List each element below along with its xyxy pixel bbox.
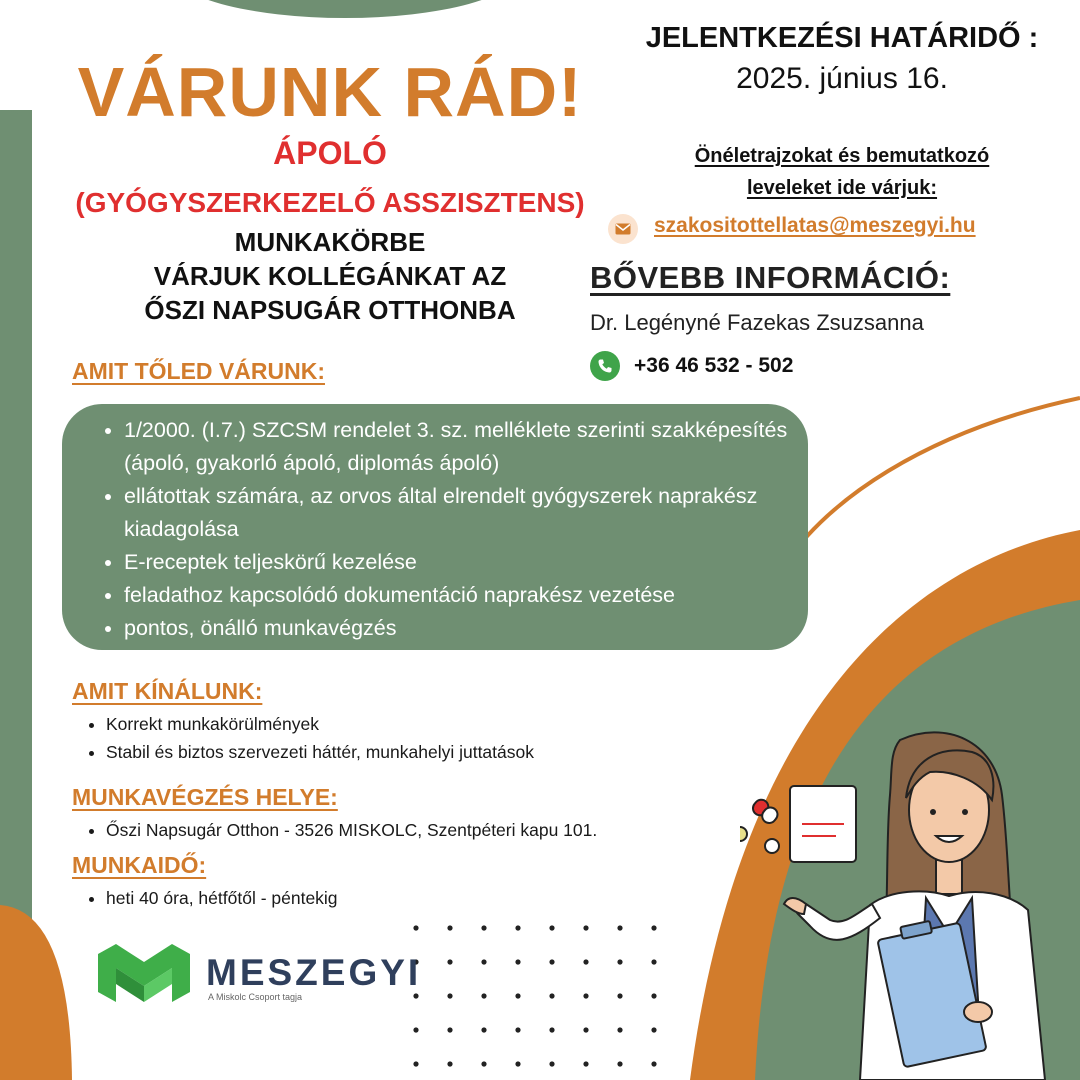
- role-line: VÁRJUK KOLLÉGÁNKAT AZ: [153, 260, 507, 291]
- list-item: • pontos, önálló munkavégzés: [124, 612, 824, 645]
- contact-name: Dr. Legényné Fazekas Zsuzsanna: [590, 310, 924, 335]
- list-item: • Stabil és biztos szervezeti háttér, munkahelyi juttatások: [106, 738, 766, 766]
- deadline-label: JELENTKEZÉSI HATÁRIDŐ :: [645, 22, 1039, 54]
- application-note-line: leveleket ide várjuk:: [746, 177, 938, 199]
- requirements-list: [94, 414, 824, 645]
- meszegyi-logo-icon: [98, 944, 190, 1002]
- brand-name: MESZEGYI: [206, 952, 422, 993]
- list-item: • 1/2000. (I.7.) SZCSM rendelet 3. sz. melléklete szerinti szakképesítés (ápoló, gyakorló ápoló, diplomás ápoló): [124, 414, 824, 480]
- offer-title: AMIT KÍNÁLUNK:: [72, 678, 263, 704]
- role-subtitle: (GYÓGYSZERKEZELŐ ASSZISZTENS): [75, 187, 585, 218]
- hours-title: MUNKAIDŐ:: [72, 852, 207, 878]
- phone-icon: [590, 351, 620, 381]
- role-line: MUNKAKÖRBE: [234, 227, 426, 257]
- list-item: • heti 40 óra, hétfőtől - péntekig: [106, 884, 766, 912]
- headline: VÁRUNK RÁD!: [77, 53, 583, 131]
- more-info-title: BŐVEBB INFORMÁCIÓ:: [590, 260, 951, 295]
- location-list: [72, 816, 766, 844]
- role-title: ÁPOLÓ: [273, 135, 387, 171]
- envelope-icon: [608, 214, 638, 244]
- list-item: • ellátottak számára, az orvos által elrendelt gyógyszerek naprakész kiadagolása: [124, 480, 824, 546]
- role-description: [40, 226, 620, 327]
- top-green-shape: [170, 0, 520, 18]
- list-item: • Korrekt munkakörülmények: [106, 710, 766, 738]
- application-note-line: Önéletrajzokat és bemutatkozó: [694, 145, 990, 167]
- dot-grid: [413, 925, 656, 1066]
- offer-list: [72, 710, 766, 766]
- requirements-title: AMIT TŐLED VÁRUNK:: [72, 358, 325, 384]
- hours-list: [72, 884, 766, 912]
- bottom-left-orange-shape: [0, 905, 72, 1080]
- brand-tagline: A Miskolc Csoport tagja: [208, 992, 303, 1002]
- location-title: MUNKAVÉGZÉS HELYE:: [72, 784, 338, 810]
- role-line: ŐSZI NAPSUGÁR OTTHONBA: [144, 294, 516, 325]
- list-item: • feladathoz kapcsolódó dokumentáció naprakész vezetése: [124, 579, 824, 612]
- deadline-date: 2025. június 16.: [736, 62, 948, 95]
- contact-phone[interactable]: +36 46 532 - 502: [634, 354, 794, 377]
- list-item: • Őszi Napsugár Otthon - 3526 MISKOLC, Szentpéteri kapu 101.: [106, 816, 766, 844]
- application-note: [620, 140, 1064, 204]
- application-email-link[interactable]: szakositottellatas@meszegyi.hu: [654, 214, 976, 237]
- nurse-with-clipboard-and-pills-illustration: [740, 700, 1080, 1080]
- list-item: • E-receptek teljeskörű kezelése: [124, 546, 824, 579]
